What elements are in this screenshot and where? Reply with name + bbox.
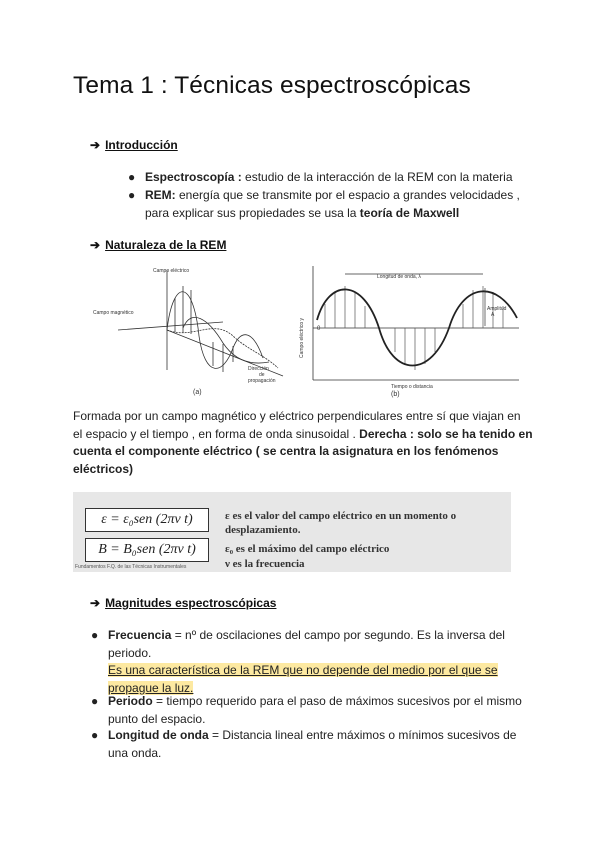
- label-campo-magnetico: Campo magnético: [93, 310, 134, 316]
- label-campo-eje: Campo eléctrico y: [299, 317, 305, 358]
- formula-desc-1a: ε es el valor del campo eléctrico en un momento o: [225, 510, 457, 522]
- electric-field-formula: ε = ε₀sen (2πν t): [85, 508, 209, 532]
- bullet-icon: ●: [91, 694, 99, 708]
- caption-a: (a): [193, 389, 202, 396]
- section-heading-intro: ➔ Introducción: [90, 138, 178, 152]
- wave-figure: [73, 258, 531, 398]
- label-zero: 0: [317, 326, 321, 332]
- list-item: ● Frecuencia = nº de oscilaciones del campo por segundo. Es la inversa del periodo. Es una característica de la REM que no depende del medio por el que se propague la luz.: [91, 628, 505, 695]
- caption-b: (b): [391, 391, 400, 398]
- bullet-icon: ●: [128, 170, 136, 184]
- arrow-icon: ➔: [90, 238, 101, 252]
- label-longitud-onda: Longitud de onda, λ: [377, 274, 421, 280]
- section-heading-naturaleza: ➔ Naturaleza de la REM: [90, 238, 227, 252]
- wave-figure-svg: [73, 258, 531, 398]
- list-item: ● REM: energía que se transmite por el espacio a grandes velocidades , para explicar sus propiedades se usa la teoría de Maxwell: [128, 188, 520, 220]
- label-amplitud: Amplitud: [487, 306, 507, 312]
- bullet-icon: ●: [91, 728, 99, 742]
- label-direccion: Dirección: [248, 366, 269, 372]
- list-item: ● Periodo = tiempo requerido para el paso de máximos sucesivos por el mismo punto del espacio.: [91, 694, 522, 726]
- bullet-icon: ●: [128, 188, 136, 202]
- label-propagacion: propagación: [248, 378, 276, 384]
- page-title: Tema 1 : Técnicas espectroscópicas: [73, 72, 471, 99]
- formula-desc-3: ν es la frecuencia: [225, 558, 305, 570]
- description-paragraph: Formada por un campo magnético y eléctrico perpendiculares entre sí que viajan en el espacio y el tiempo , en forma de onda sinusoidal . Derecha : solo se ha tenido en cuenta el componente eléctrico ( se centra la asignatura en los fenómenos eléctricos): [73, 409, 533, 476]
- list-item: ● Espectroscopía : estudio de la interacción de la REM con la materia: [145, 169, 545, 187]
- bullet-icon: ●: [91, 628, 99, 642]
- list-item: ● Longitud de onda = Distancia lineal entre máximos o mínimos sucesivos de una onda.: [91, 728, 517, 760]
- sine-wave-diagram: [313, 266, 519, 380]
- formula-desc-1b: desplazamiento.: [225, 524, 301, 536]
- em-wave-diagram: [118, 270, 283, 376]
- magnetic-field-formula: B = B₀sen (2πν t): [85, 538, 209, 562]
- arrow-icon: ➔: [90, 138, 101, 152]
- label-de: de: [259, 372, 265, 378]
- label-amplitud-a: A: [491, 312, 495, 318]
- formula-caption: Fundamentos F.Q. de las Técnicas Instrumentales: [75, 564, 187, 570]
- formula-desc-2: ε₀ es el máximo del campo eléctrico: [225, 543, 390, 555]
- formula-panel: [73, 492, 511, 572]
- section-heading-magnitudes: ➔ Magnitudes espectroscópicas: [90, 596, 277, 610]
- highlighted-note: Es una característica de la REM que no depende del medio por el que se propague la luz.: [108, 663, 498, 695]
- arrow-icon: ➔: [90, 596, 101, 610]
- label-campo-electrico: Campo eléctrico: [153, 268, 190, 274]
- label-tiempo-distancia: Tiempo o distancia: [391, 384, 433, 390]
